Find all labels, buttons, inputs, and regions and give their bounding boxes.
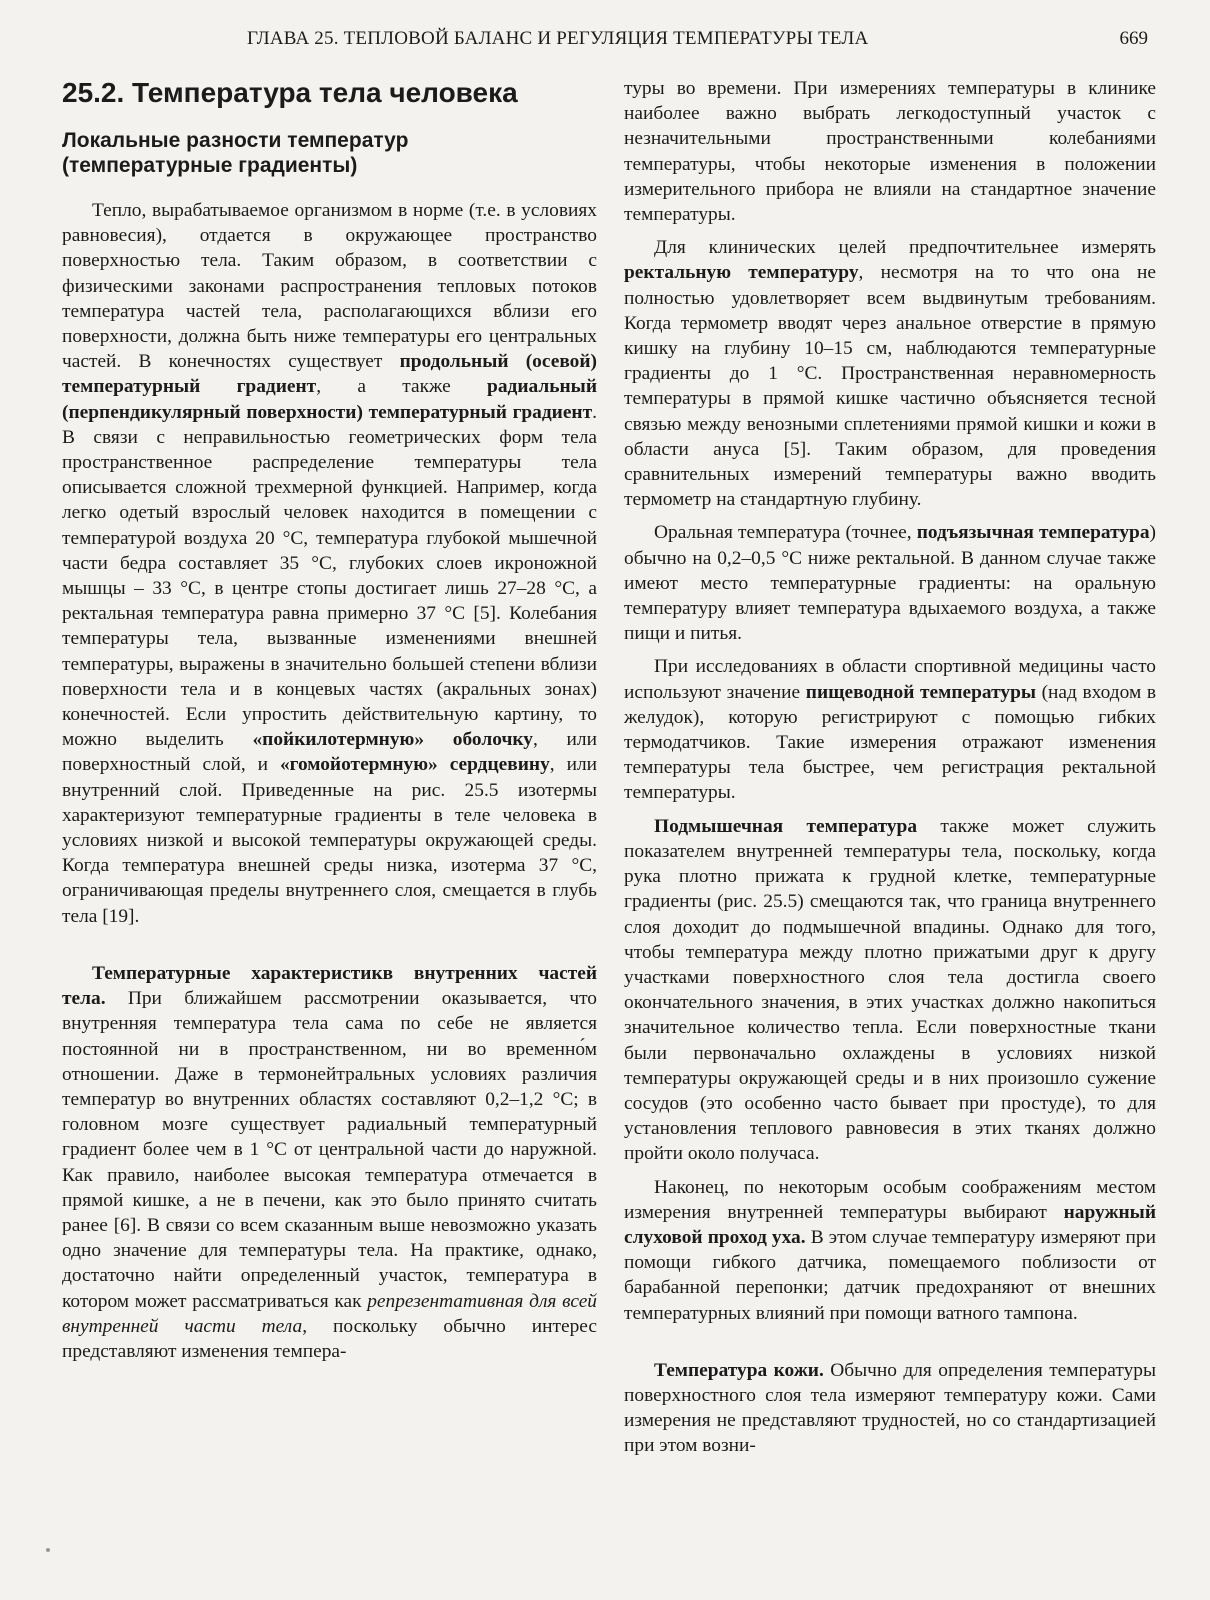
- running-header: [0, 28, 1210, 56]
- paragraph-esophageal-temperature: [624, 654, 1156, 805]
- text-run: , а также: [316, 376, 488, 398]
- scan-speck: [46, 1548, 50, 1552]
- run-in-heading-skin: Температура кожи.: [654, 1359, 824, 1381]
- term-homeothermic-core: «гомойотермную» сердцевину: [279, 754, 550, 776]
- subsection-title: [62, 128, 597, 178]
- text-run: Тепло, вырабатываемое организмом в норме (т.е. в условиях равновесия), отдается в окружающее пространство поверхностью тела. Таким образом, в соответствии с физическими законами распространения тепловых потоков температура частей тела, располагающихся вблизи его поверхности, должна быть ниже температуры его центральных частей. В конечностях существует: [62, 200, 597, 373]
- section-title: 25.2. Температура тела человека: [62, 77, 518, 108]
- subsection-title-line-1: Локальные разности температур: [62, 129, 409, 152]
- run-in-heading-core: Температурные характеристикв внутренних частей тела.: [62, 962, 597, 1010]
- term-esophageal-temperature: пищеводной температуры: [805, 681, 1036, 703]
- text-run: (над входом в желудок), которую регистрируют с помощью гибких термодатчиков. Такие измерения отражают изменения температуры тела быстрее, чем регистрация ректальной температуры.: [624, 681, 1156, 804]
- left-column: [62, 76, 597, 1372]
- subsection-title-line-2: (температурные градиенты): [62, 154, 358, 177]
- text-run: Для клинических целей предпочтительнее измерять: [654, 237, 1156, 259]
- term-radial-gradient: радиальный (перпендикулярный поверхности) температурный градиент: [62, 376, 597, 423]
- text-run: , несмотря на то что она не полностью удовлетворяет всем выдвинутым требованиям. Когда термометр вводят через анальное отверстие в прямую кишку на глубину 10–15 см, наблюдаются температурные градиенты до 1 °С. Пространственная неравномерность температуры в прямой кишке частично объясняется тесной связью между венозными сплетениями прямой кишки и кожи в области ануса [5]. Таким образом, для проведения сравнительных измерений температуры важно вводить термометр на стандартную глубину.: [624, 262, 1156, 511]
- term-sublingual-temperature: подъязычная температура: [916, 522, 1150, 544]
- paragraph-axillary-temperature: [624, 814, 1156, 1167]
- text-run: ) обычно на 0,2–0,5 °С ниже ректальной. В данном случае также имеют место температурные градиенты: на оральную температуру влияет температура вдыхаемого воздуха, а также пищи и питья.: [624, 522, 1156, 645]
- term-ear-canal: наружный слуховой проход уха.: [624, 1201, 1156, 1248]
- text-run: При исследованиях в области спортивной медицины часто используют значение: [624, 656, 1156, 703]
- emphasis-representative: репрезентативная для всей внутренней части тела: [62, 1290, 597, 1337]
- text-run: , поскольку обычно интерес представляют изменения темпера-: [62, 1315, 597, 1362]
- text-run: , или внутренний слой. Приведенные на рис. 25.5 изотермы характеризуют температурные градиенты в теле человека в условиях низкой и высокой температуры окружающей среды. Когда температура внешней среды низка, изотерма 37 °С, ограничивающая пределы внутреннего слоя, смещается в глубь тела [19].: [62, 754, 597, 927]
- text-run: . В связи с неправильностью геометрических форм тела пространственное распределение температуры тела описывается сложной трехмерной функцией. Например, когда легко одетый взрослый человек находится в помещении с температурой воздуха 20 °С, температура глубокой мышечной части бедра составляет 35 °С, глубоких слоев икроножной мышцы – 33 °С, в центре стопы достигает лишь 27–28 °С, а ректальная температура равна примерно 37 °С [5]. Колебания температуры тела, вызванные изменениями внешней температуры, выражены в значительно большей степени вблизи поверхности тела и в концевых частях (акральных зонах) конечностей. Если упростить действительную картину, то можно выделить: [62, 401, 597, 751]
- paragraph-temperature-gradients: [62, 198, 597, 929]
- text-run: При ближайшем рассмотрении оказывается, что внутренняя температура тела сама по себе не является постоянной ни в пространственном, ни во временно́м отношении. Даже в термонейтральных условиях различия температур во внутренних областях составляют 0,2–1,2 °С; в головном мозге существует радиальный температурный градиент более чем в 1 °С от центральной части до наружной. Как правило, наиболее высокая температура отмечается в прямой кишке, а не в печени, как это было принято считать ранее [6]. В связи со всем сказанным выше невозможно указать одно значение для температуры тела. На практике, однако, достаточно найти определенный участок, температура в котором может рассматриваться как: [62, 988, 597, 1312]
- term-rectal-temperature: ректальную температуру: [624, 262, 859, 284]
- page-number: 669: [1119, 28, 1148, 49]
- text-run: Обычно для определения температуры поверхностного слоя тела измеряют температуру кожи. Сами измерения не представляют трудностей, но со стандартизацией при этом возни-: [624, 1359, 1156, 1457]
- paragraph-skin-temperature: [624, 1358, 1156, 1459]
- text-run: Наконец, по некоторым особым соображениям местом измерения внутренней температуры выбирают: [624, 1176, 1156, 1223]
- term-axial-gradient: продольный (осевой) температурный градиент: [62, 351, 597, 398]
- paragraph-ear-canal: [624, 1175, 1156, 1326]
- term-axillary-temperature: Подмышечная температура: [654, 815, 918, 837]
- paragraph-core-temperature: [62, 961, 597, 1364]
- text-run: В этом случае температуру измеряют при помощи гибкого датчика, помещаемого поблизости от барабанной перепонки; датчик предохраняют от внешних температурных влияний при помощи ватного тампона.: [624, 1226, 1156, 1324]
- right-column: [624, 76, 1156, 1467]
- text-run: также может служить показателем внутренней температуры тела, поскольку, когда рука плотно прижата к грудной клетке, температурные градиенты (рис. 25.5) смещаются так, что граница внутреннего слоя доходит до подмышечной впадины. Однако для того, чтобы температура между плотно прижатыми друг к другу участками поверхностного слоя тела достигла своего окончательного значения, в этих участках должно накопиться значительное количество тепла. Если поверхностные ткани были первоначально охлаждены в условиях низкой температуры окружающей среды и в них произошло сужение сосудов (это особенно часто бывает при простуде), то для установления теплового равновесия в этих тканях должно пройти около получаса.: [624, 815, 1156, 1165]
- term-poikilothermic-shell: «пойкилотермную» оболочку: [252, 729, 533, 751]
- paragraph-rectal-temperature: [624, 235, 1156, 512]
- chapter-title: ГЛАВА 25. ТЕПЛОВОЙ БАЛАНС И РЕГУЛЯЦИЯ ТЕМПЕРАТУРЫ ТЕЛА: [247, 28, 869, 49]
- text-run: , или поверхностный слой, и: [62, 729, 597, 776]
- text-run: Оральная температура (точнее,: [654, 522, 917, 544]
- paragraph-continuation: туры во времени. При измерениях температуры в клинике наиболее важно выбрать легкодоступный участок с незначительными пространственными колебаниями температуры, чтобы некоторые изменения в положении измерительного прибора не влияли на стандартное значение температуры.: [624, 78, 1156, 226]
- paragraph-oral-temperature: [624, 520, 1156, 646]
